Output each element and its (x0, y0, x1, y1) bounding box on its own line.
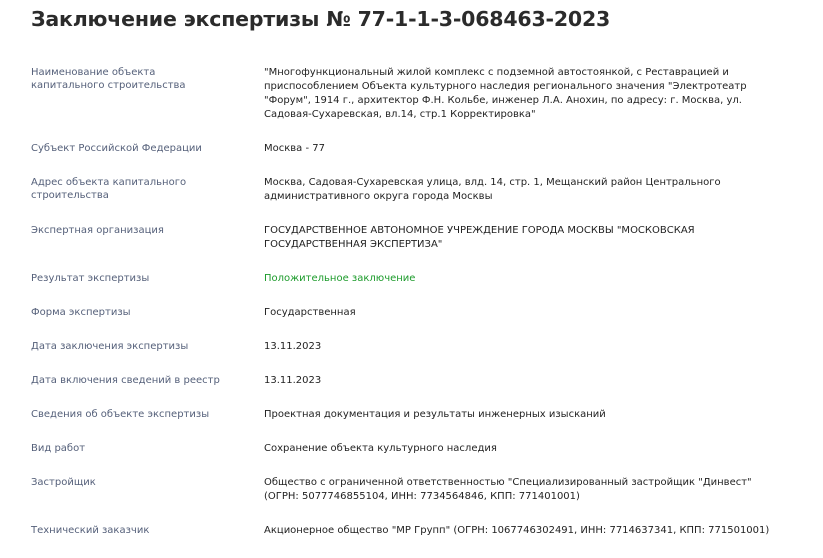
field-value: ГОСУДАРСТВЕННОЕ АВТОНОМНОЕ УЧРЕЖДЕНИЕ ГОРОДА МОСКВЫ "МОСКОВСКАЯ ГОСУДАРСТВЕННАЯ ЭКСПЕРТИЗА" (264, 225, 695, 250)
field-label: Технический заказчик (31, 525, 150, 536)
result-status: Положительное заключение (264, 273, 416, 284)
field-value: Сохранение объекта культурного наследия (264, 443, 497, 454)
field-label: Наименование объекта капитального строительства (31, 67, 186, 91)
field-label: Экспертная организация (31, 225, 164, 236)
field-label: Сведения об объекте экспертизы (31, 409, 210, 420)
field-label: Результат экспертизы (31, 273, 150, 284)
field-label: Субъект Российской Федерации (31, 143, 202, 154)
field-value: 13.11.2023 (264, 341, 322, 352)
page-title: Заключение экспертизы № 77-1-1-3-068463-2023 (31, 7, 611, 31)
field-value: Москва, Садовая-Сухаревская улица, влд. 14, стр. 1, Мещанский район Центрального административного округа города Москвы (264, 177, 721, 202)
field-label: Форма экспертизы (31, 307, 131, 318)
field-value: Общество с ограниченной ответственностью "Специализированный застройщик "Динвест" (ОГРН: 5077746855104, ИНН: 7734564846, КПП: 771401001) (264, 477, 752, 502)
field-value: Государственная (264, 307, 356, 318)
field-value: Москва - 77 (264, 143, 325, 154)
field-value: 13.11.2023 (264, 375, 322, 386)
field-value: Акционерное общество "МР Групп" (ОГРН: 1067746302491, ИНН: 7714637341, КПП: 771501001) (264, 525, 770, 536)
field-label: Дата включения сведений в реестр (31, 375, 220, 386)
field-label: Вид работ (31, 443, 86, 454)
field-value: Проектная документация и результаты инженерных изысканий (264, 409, 606, 420)
field-value: "Многофункциональный жилой комплекс с подземной автостоянкой, с Реставрацией и приспособлением Объекта культурного наследия регионального значения "Электротеатр "Форум", 1914 г., архитектор Ф.Н. Кольбе, инженер Л.А. Анохин, по адресу: г. Москва, ул. Садовая-Сухаревская, вл.14, стр.1 Корректировка" (264, 67, 747, 120)
field-label: Дата заключения экспертизы (31, 341, 189, 352)
field-label: Адрес объекта капитального строительства (31, 177, 187, 201)
field-label: Застройщик (31, 477, 96, 488)
